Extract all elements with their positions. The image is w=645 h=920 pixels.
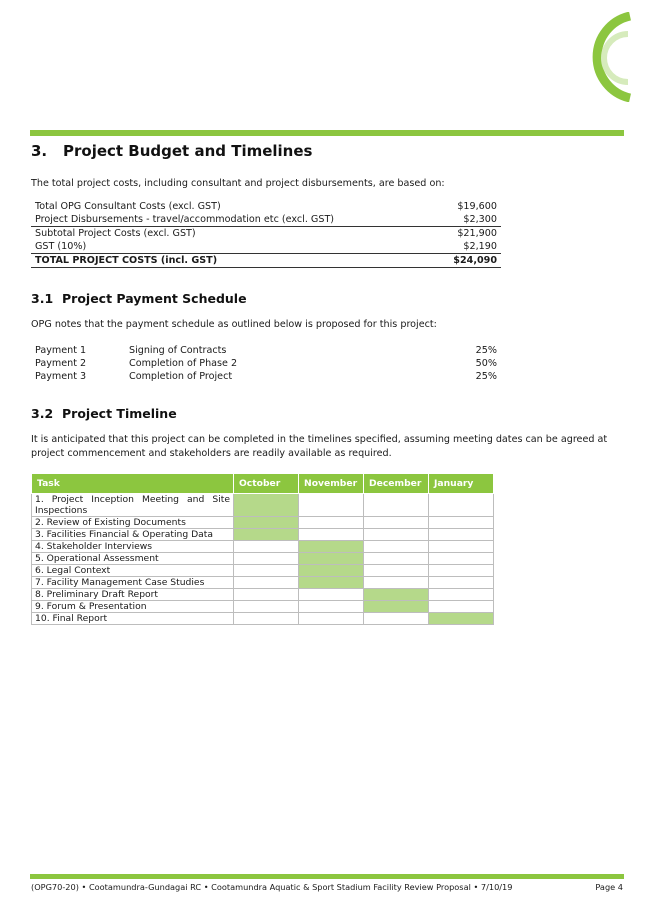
timeline-cell-active [429,613,494,625]
timeline-cell [234,577,299,589]
timeline-cell-active [234,517,299,529]
budget-label: Subtotal Project Costs (excl. GST) [31,227,433,241]
budget-row [31,240,501,254]
timeline-cell [364,541,429,553]
timeline-cell [429,541,494,553]
timeline-cell [364,517,429,529]
payment-intro: OPG notes that the payment schedule as outlined below is proposed for this project: [31,319,437,330]
timeline-task: 9. Forum & Presentation [32,601,234,613]
timeline-cell [429,565,494,577]
section-number: 3. [31,142,48,160]
timeline-row [32,577,494,589]
payment-table [31,344,501,383]
timeline-row [32,494,494,517]
timeline-cell [299,601,364,613]
budget-label: TOTAL PROJECT COSTS (incl. GST) [31,254,433,268]
timeline-task: 8. Preliminary Draft Report [32,589,234,601]
budget-amount: $21,900 [433,227,501,241]
timeline-cell [364,613,429,625]
section-heading [31,142,312,160]
timeline-task: 4. Stakeholder Interviews [32,541,234,553]
timeline-cell [364,529,429,541]
payment-row [31,370,501,383]
timeline-task: 10. Final Report [32,613,234,625]
timeline-cell [234,541,299,553]
section-title: Project Budget and Timelines [63,142,313,160]
budget-row [31,227,501,241]
timeline-cell [299,517,364,529]
timeline-cell-active [364,589,429,601]
timeline-cell [299,613,364,625]
timeline-row [32,613,494,625]
budget-label: Total OPG Consultant Costs (excl. GST) [35,201,221,212]
timeline-cell-active [234,529,299,541]
subsection-number: 3.1 [31,291,54,306]
footer-text: (OPG70-20) • Cootamundra-Gundagai RC • Cootamundra Aquatic & Sport Stadium Facility Review Proposal • 7/10/19 [31,882,513,892]
budget-amount: $2,300 [463,214,497,225]
timeline-task: 6. Legal Context [32,565,234,577]
timeline-row [32,541,494,553]
timeline-cell [429,517,494,529]
timeline-cell [429,601,494,613]
timeline-row [32,553,494,565]
timeline-cell [429,529,494,541]
budget-row [31,200,501,213]
timeline-cell [429,494,494,517]
timeline-cell [234,565,299,577]
timeline-cell-active [299,577,364,589]
timeline-cell-active [234,494,299,517]
timeline-task: 1. Project Inception Meeting and Site Inspections [32,494,234,517]
timeline-heading [31,406,177,421]
timeline-table [31,473,494,625]
timeline-cell [299,494,364,517]
timeline-cell-active [299,553,364,565]
logo-arc-icon [578,12,638,102]
timeline-cell [429,577,494,589]
payment-pct: 25% [475,371,497,382]
timeline-row [32,601,494,613]
payment-heading [31,291,247,306]
payment-pct: 50% [475,358,497,369]
header-rule [30,130,624,136]
budget-amount: $2,190 [463,241,497,252]
payment-name: Payment 2 [35,358,87,369]
timeline-row [32,529,494,541]
payment-row [31,357,501,370]
payment-name: Payment 1 [35,345,87,356]
timeline-cell [429,553,494,565]
budget-amount: $24,090 [433,254,501,268]
payment-desc: Completion of Phase 2 [129,358,238,369]
budget-total-row [31,254,501,268]
timeline-header-month: January [429,474,494,494]
budget-label: GST (10%) [35,241,87,252]
subsection-number: 3.2 [31,406,54,421]
timeline-cell-active [364,601,429,613]
timeline-cell [364,494,429,517]
timeline-cell [234,613,299,625]
timeline-task: 3. Facilities Financial & Operating Data [32,529,234,541]
subsection-title: Project Timeline [62,406,177,421]
budget-amount: $19,600 [457,201,497,212]
timeline-cell [299,529,364,541]
timeline-row [32,565,494,577]
timeline-intro: It is anticipated that this project can be completed in the timelines specified, assuming meeting dates can be agreed at project commencement and stakeholders are readily available as required. [31,434,608,459]
payment-desc: Completion of Project [129,371,233,382]
budget-row [31,213,501,227]
timeline-cell [299,589,364,601]
timeline-cell-active [299,565,364,577]
page-number: Page 4 [595,882,623,892]
timeline-task: 7. Facility Management Case Studies [32,577,234,589]
payment-pct: 25% [475,345,497,356]
budget-table [31,200,501,268]
timeline-row [32,589,494,601]
timeline-task: 5. Operational Assessment [32,553,234,565]
payment-desc: Signing of Contracts [129,345,227,356]
payment-name: Payment 3 [35,371,87,382]
timeline-header-month: November [299,474,364,494]
payment-row [31,344,501,357]
timeline-header-task: Task [32,474,234,494]
budget-label: Project Disbursements - travel/accommodation etc (excl. GST) [35,214,335,225]
timeline-cell [364,553,429,565]
timeline-row [32,517,494,529]
timeline-cell-active [299,541,364,553]
timeline-cell [234,553,299,565]
timeline-cell [364,577,429,589]
timeline-header-row [32,474,494,494]
timeline-task: 2. Review of Existing Documents [32,517,234,529]
timeline-cell [429,589,494,601]
timeline-cell [364,565,429,577]
timeline-header-month: December [364,474,429,494]
budget-intro: The total project costs, including consultant and project disbursements, are based on: [31,178,445,189]
subsection-title: Project Payment Schedule [62,291,247,306]
footer-rule [30,874,624,879]
timeline-body [32,494,494,625]
timeline-cell [234,589,299,601]
timeline-cell [234,601,299,613]
timeline-header-month: October [234,474,299,494]
